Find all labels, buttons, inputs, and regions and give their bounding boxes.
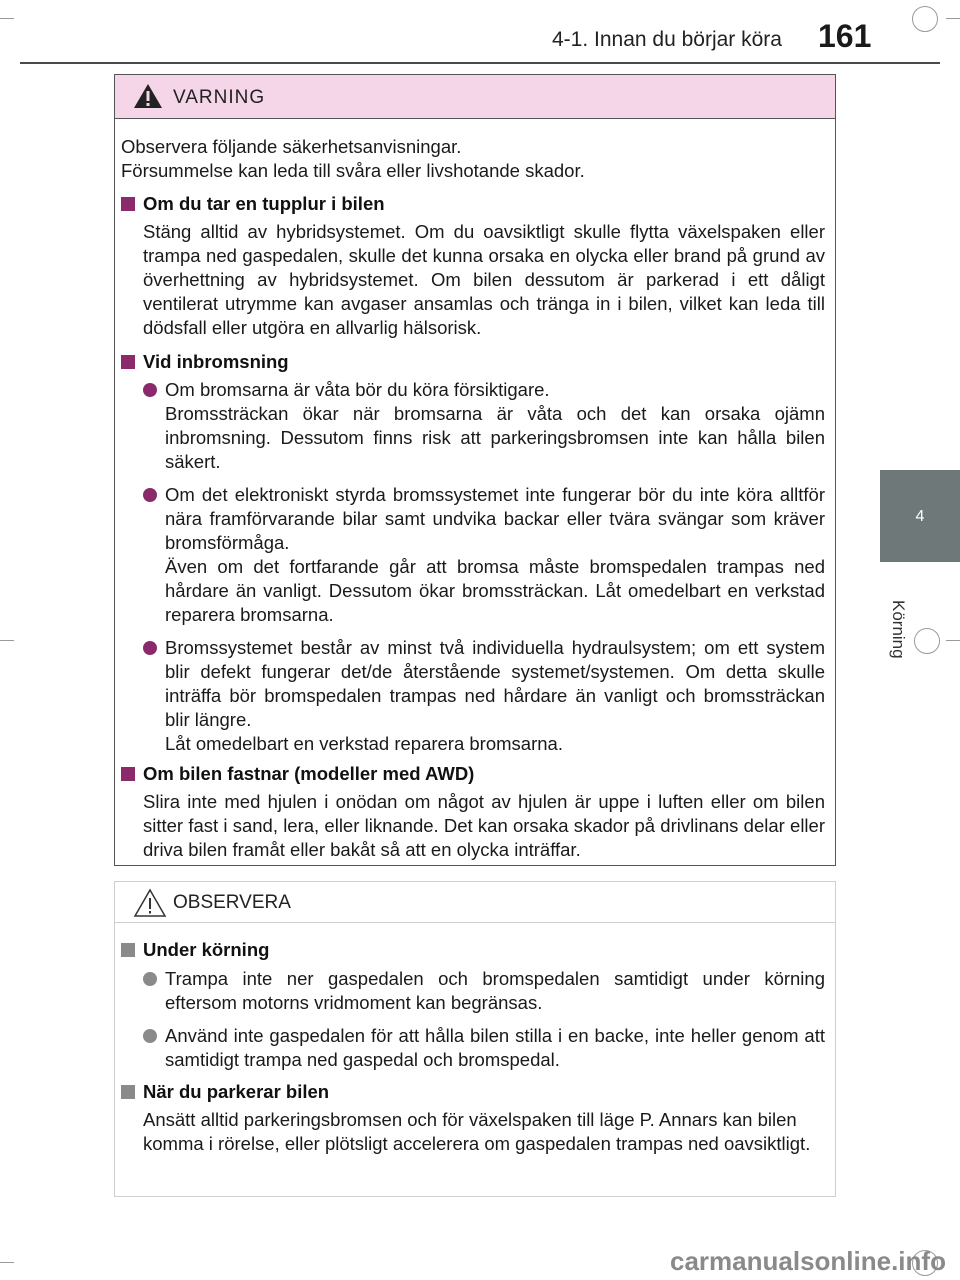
warning-triangle-icon — [133, 83, 163, 114]
section-heading — [121, 1080, 825, 1104]
list-item-text: Trampa inte ner gaspedalen och bromspedalen samtidigt under körning eftersom motorns vridmoment kan begränsas. — [165, 968, 825, 1013]
list-item-text: Låt omedelbart en verkstad reparera bromsarna. — [165, 733, 563, 754]
watermark: carmanualsonline.info — [670, 1246, 946, 1276]
notice-body — [121, 938, 825, 1156]
square-bullet-icon — [121, 355, 135, 369]
circle-bullet-icon — [143, 383, 157, 397]
circle-bullet-icon — [143, 1029, 157, 1043]
warning-body — [121, 135, 825, 862]
notice-header — [115, 882, 835, 923]
list-item — [121, 636, 825, 756]
list-item-text: Om det elektroniskt styrda bromssystemet inte fungerar bör du inte köra alltför nära framförvarande bilar samt undvika backar eller tvära svängar som kräver bromsförmåga. — [165, 484, 825, 553]
list-item-text: Bromssträckan ökar när bromsarna är våta och det kan orsaka ojämn inbromsning. Dessutom finns risk att parkeringsbromsen inte kan hålla bilen säkert. — [165, 403, 825, 472]
list-item-text: Använd inte gaspedalen för att hålla bilen stilla i en backe, inte heller genom att samtidigt trampa ned gaspedal och bromspedal. — [165, 1025, 825, 1070]
section-heading — [121, 938, 825, 962]
section-heading-text: När du parkerar bilen — [143, 1081, 330, 1102]
chapter-label — [868, 600, 928, 680]
chapter-tab[interactable] — [880, 470, 960, 562]
circle-bullet-icon — [143, 488, 157, 502]
warning-header — [115, 75, 835, 119]
notice-box — [114, 881, 836, 1197]
circle-bullet-icon — [143, 972, 157, 986]
warning-box — [114, 74, 836, 866]
section-heading — [121, 192, 825, 216]
paragraph: Stäng alltid av hybridsystemet. Om du oavsiktligt skulle flytta växelspaken eller trampa ned gaspedalen, skulle det kunna orsaka en olycka eller brand på grund av överhettning av hybridsystemet. Om bilen dessutom är parkerad i ett dåligt ventilerat utrymme kan avgaser ansamlas och tränga in i bilen, vilket kan leda till dödsfall eller utgöra en allvarlig hälsorisk. — [143, 221, 825, 338]
section-heading-text: Under körning — [143, 939, 270, 960]
crop-mark — [946, 18, 960, 19]
list-item-text: Om bromsarna är våta bör du köra försiktigare. — [165, 379, 550, 400]
notice-title: OBSERVERA — [173, 892, 291, 913]
section-heading-text: Om du tar en tupplur i bilen — [143, 193, 385, 214]
paragraph: Slira inte med hjulen i onödan om något av hjulen är uppe i luften eller om bilen sitter fast i sand, lera, eller liknande. Det kan orsaka skador på drivlinans delar eller driva bilen framåt eller bakåt så att en olycka inträffar. — [143, 791, 825, 860]
list-item — [121, 483, 825, 627]
list-item — [121, 967, 825, 1015]
crop-mark — [0, 1262, 14, 1263]
warning-intro-2: Försummelse kan leda till svåra eller livshotande skador. — [121, 160, 585, 181]
list-item-text: Även om det fortfarande går att bromsa måste bromspedalen trampas ned hårdare än vanligt. Dessutom ökar bromssträckan. Låt omedelbart en verkstad reparera bromsarna. — [165, 556, 825, 625]
list-item — [121, 1024, 825, 1072]
header-rule — [20, 62, 940, 64]
list-item — [121, 378, 825, 474]
caution-triangle-icon — [133, 888, 167, 923]
page-number: 161 — [818, 18, 872, 54]
square-bullet-icon — [121, 943, 135, 957]
section-heading — [121, 350, 825, 374]
chapter-number: 4 — [915, 508, 925, 525]
crop-circle — [912, 6, 938, 32]
square-bullet-icon — [121, 1085, 135, 1099]
section-heading-text: Vid inbromsning — [143, 351, 289, 372]
warning-title: VARNING — [173, 87, 266, 108]
crop-mark — [0, 18, 14, 19]
list-item-text: Bromssystemet består av minst två individuella hydraulsystem; om ett system blir defekt fungerar det/de återstående systemet/systemen. Om detta skulle inträffa bör bromspedalen trampas ned hårdare än vanligt och bromssträckan blir längre. — [165, 637, 825, 730]
section-heading — [121, 762, 825, 786]
crop-mark — [946, 640, 960, 641]
circle-bullet-icon — [143, 641, 157, 655]
section-title: 4-1. Innan du börjar köra — [552, 28, 782, 51]
section-heading-text: Om bilen fastnar (modeller med AWD) — [143, 763, 475, 784]
warning-intro-1: Observera följande säkerhetsanvisningar. — [121, 136, 462, 157]
paragraph: Ansätt alltid parkeringsbromsen och för växelspaken till läge P. Annars kan bilen komma i rörelse, eller plötsligt accelerera om gaspedalen trampas ned oavsiktligt. — [143, 1109, 811, 1154]
square-bullet-icon — [121, 197, 135, 211]
chapter-label-text: Körning — [889, 600, 908, 659]
square-bullet-icon — [121, 767, 135, 781]
crop-mark — [0, 640, 14, 641]
